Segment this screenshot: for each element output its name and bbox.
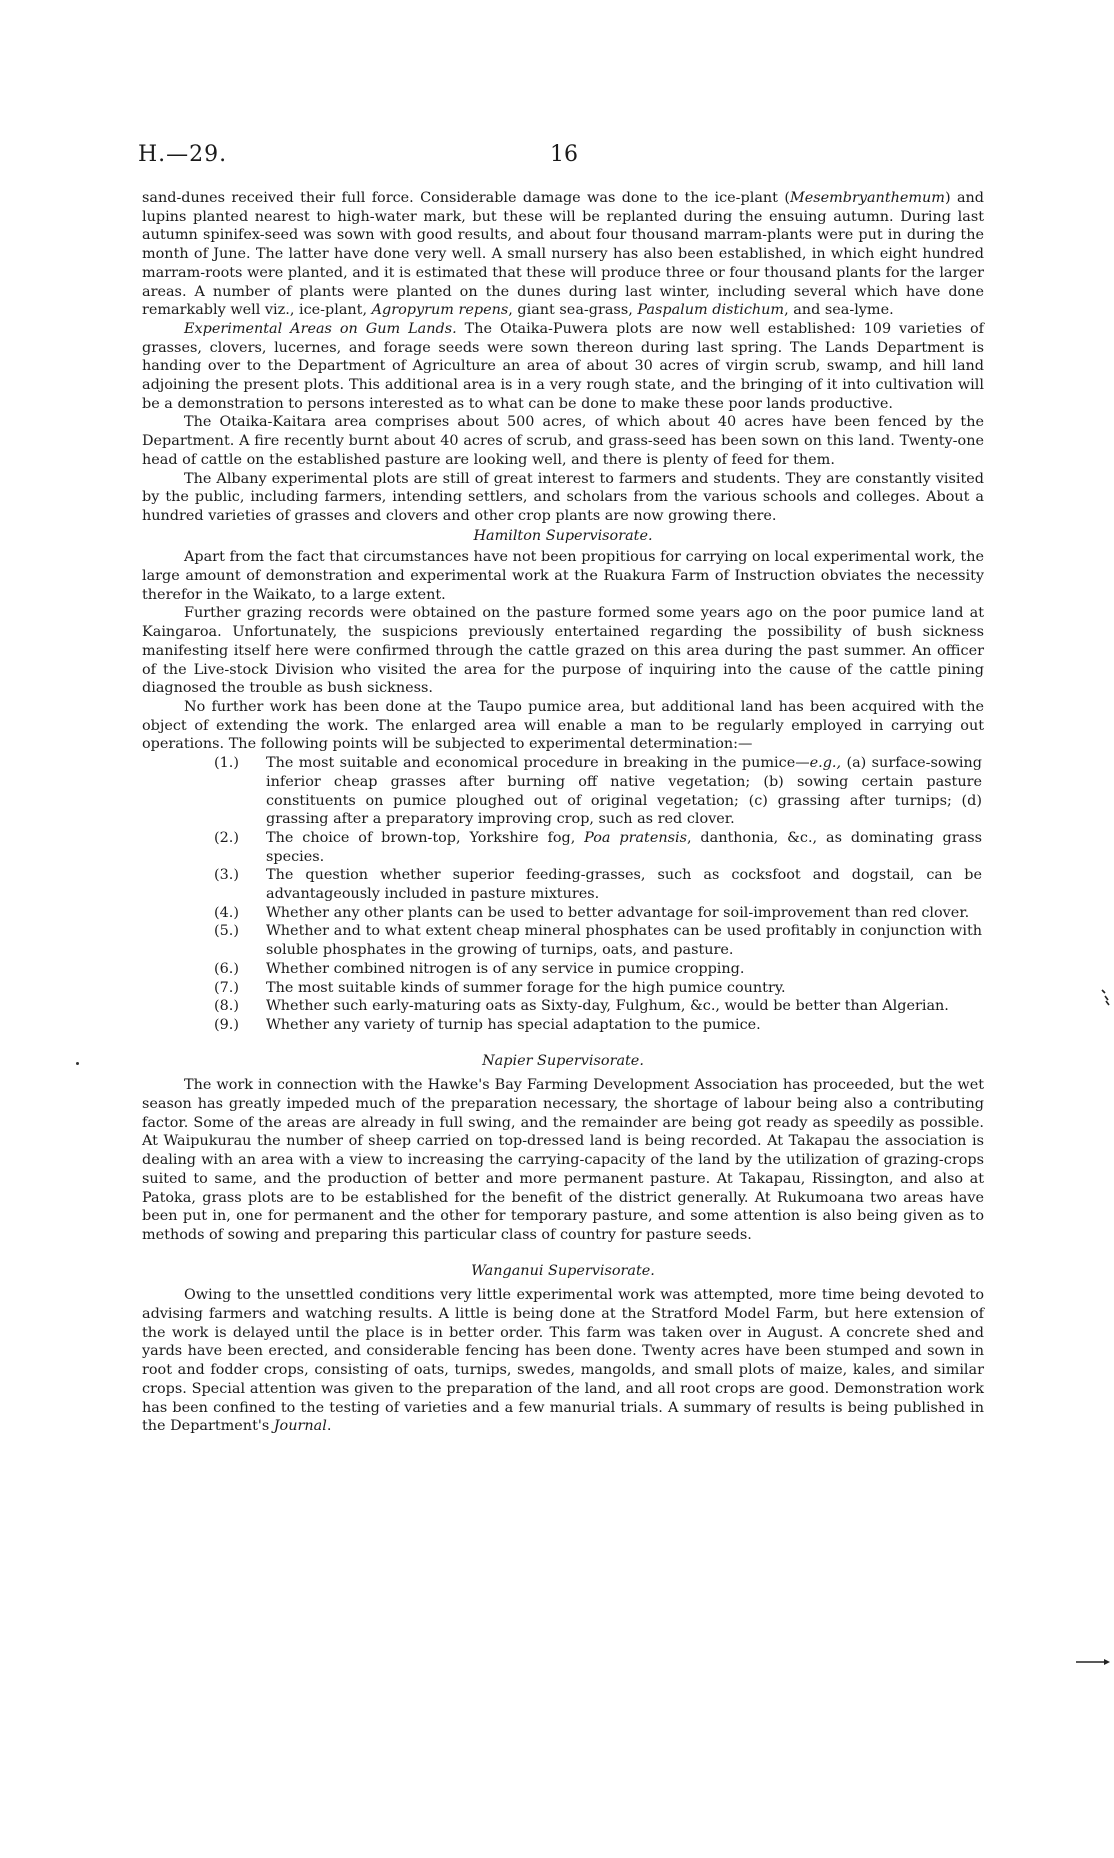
list-item: (1.) The most suitable and economical procedure in breaking in the pumice—e.g., (a) surface-sowing inferior cheap grasses after burning off native vegetation; (b) sowing certain pasture constituents on pumice ploughed out of original vegetation; (c) grassing after turnips; (d) grassing after a preparatory improving crop, such as red clover. <box>214 755 982 828</box>
margin-mark-icon <box>1100 988 1110 1006</box>
list-item: (6.) Whether combined nitrogen is of any service in pumice cropping. <box>214 960 745 977</box>
gum-lands-paragraph: Experimental Areas on Gum Lands. The Otaika-Puwera plots are now well established: 109 varieties of grasses, clovers, lucernes, and forage seeds were sown thereon during last spring. The Lands Department is handing over to the Department of Agriculture an area of about 30 acres of virgin scrub, swamp, and hill land adjoining the present plots. This additional area is in a very rough state, and the bringing of it into cultivation will be a demonstration to persons interested as to what can be done to make these poor lands productive. <box>142 320 984 412</box>
dunes-paragraph: sand-dunes received their full force. Considerable damage was done to the ice-plant (Mesembryanthemum) and lupins planted nearest to high-water mark, but these will be replanted during the ensuing autumn. During last autumn spinifex-seed was sown with good results, and about four thousand marram-plants were put in during the month of June. The latter have done very well. A small nursery has also been established, in which eight hundred marram-roots were planted, and it is estimated that these will produce three or four thousand plants for the larger areas. A number of plants were planted on the dunes during last winter, including several which have done remarkably well viz., ice-plant, Agropyrum repens, giant sea-grass, Paspalum distichum, and sea-lyme. <box>142 190 984 319</box>
species-name: Poa pratensis <box>584 829 687 846</box>
otaika-kaitara-paragraph: The Otaika-Kaitara area comprises about 500 acres, of which about 40 acres have been fenced by the Department. A fire recently burnt about 40 acres of scrub, and grass-seed has been sown on this land. Twenty-one head of cattle on the established pasture are looking well, and there is plenty of feed for them. <box>142 414 984 468</box>
paragraph-lead: Experimental Areas on Gum Lands. <box>184 320 457 337</box>
experimental-points-list <box>142 754 984 1035</box>
hamilton-paragraph-2: Further grazing records were obtained on the pasture formed some years ago on the poor pumice land at Kaingaroa. Unfortunately, the suspicions previously entertained regarding the possibility of bush sickness manifesting itself here were confirmed through the cattle grazed on this area during the past summer. An officer of the Live-stock Division who visited the area for the purpose of inquiring into the cause of the cattle pining diagnosed the trouble as bush sickness. <box>142 605 984 697</box>
species-name: Agropyrum repens <box>371 302 509 319</box>
hamilton-heading: Hamilton Supervisorate. <box>473 527 653 544</box>
list-item: (9.) Whether any variety of turnip has special adaptation to the pumice. <box>214 1016 761 1033</box>
species-name: Mesembryanthemum <box>789 190 945 206</box>
napier-paragraph: The work in connection with the Hawke's Bay Farming Development Association has proceeded, but the wet season has greatly impeded much of the preparation necessary, the shortage of labour being also a contributing factor. Some of the areas are already in full swing, and the remainder are being got ready as speedily as possible. At Waipukurau the number of sheep carried on top-dressed land is being recorded. At Takapau the association is dealing with an area with a view to increasing the carrying-capacity of the land by the utilization of grazing-crops suited to same, and the production of better and more permanent pasture. At Takapau, Rissington, and also at Patoka, grass plots are to be established for the benefit of the district generally. At Rukumoana two areas have been put in, one for permanent and the other for temporary pasture, and some attention is also being given as to methods of sowing and preparing this particular class of country for pasture seeds. <box>142 1077 984 1243</box>
napier-heading: Napier Supervisorate. <box>482 1052 644 1069</box>
species-name: Paspalum distichum <box>637 302 785 319</box>
hamilton-paragraph-1: Apart from the fact that circumstances have not been propitious for carrying on local experimental work, the large amount of demonstration and experimental work at the Ruakura Farm of Instruction obviates the necessity therefor in the Waikato, to a large extent. <box>142 549 984 603</box>
wanganui-paragraph: Owing to the unsettled conditions very little experimental work was attempted, more time being devoted to advising farmers and watching results. A little is being done at the Stratford Model Farm, but here extension of the work is delayed until the place is in better order. This farm was taken over in August. A concrete shed and yards have been erected, and considerable fencing has been done. Twenty acres have been stumped and sown in root and fodder crops, consisting of oats, turnips, swedes, mangolds, and small plots of maize, kales, and similar crops. Special attention was given to the preparation of the land, and all root crops are good. Demonstration work has been confined to the testing of varieties and a few manurial trials. A summary of results is being published in the Department's Journal. <box>142 1287 984 1435</box>
document-code: H.—29. <box>138 142 228 167</box>
page-header <box>138 142 986 168</box>
list-item: (2.) The choice of brown-top, Yorkshire fog, Poa pratensis, danthonia, &c., as dominating grass species. <box>214 829 982 865</box>
wanganui-heading: Wanganui Supervisorate. <box>471 1262 655 1279</box>
list-item: (4.) Whether any other plants can be used to better advantage for soil-improvement than red clover. <box>214 904 970 921</box>
speck-mark <box>76 1062 79 1065</box>
margin-arrow-icon <box>1076 1659 1110 1665</box>
list-item: (8.) Whether such early-maturing oats as Sixty-day, Fulghum, &c., would be better than Algerian. <box>214 998 949 1015</box>
page-number: 16 <box>550 142 578 167</box>
hamilton-paragraph-3: No further work has been done at the Taupo pumice area, but additional land has been acquired with the object of extending the work. The enlarged area will enable a man to be regularly employed in carrying out operations. The following points will be subjected to experimental determination:— <box>142 698 984 753</box>
page-body <box>142 189 984 1436</box>
albany-paragraph: The Albany experimental plots are still of great interest to farmers and students. They are constantly visited by the public, including farmers, intending settlers, and scholars from the various schools and colleges. About a hundred varieties of grasses and clovers and other crop plants are now growing there. <box>142 470 984 524</box>
journal-title: Journal <box>273 1418 327 1435</box>
list-item: (7.) The most suitable kinds of summer forage for the high pumice country. <box>214 979 786 996</box>
list-item: (3.) The question whether superior feeding-grasses, such as cocksfoot and dogstail, can be advantageously included in pasture mixtures. <box>214 867 982 903</box>
list-item: (5.) Whether and to what extent cheap mineral phosphates can be used profitably in conjunction with soluble phosphates in the growing of turnips, oats, and pasture. <box>214 923 982 959</box>
